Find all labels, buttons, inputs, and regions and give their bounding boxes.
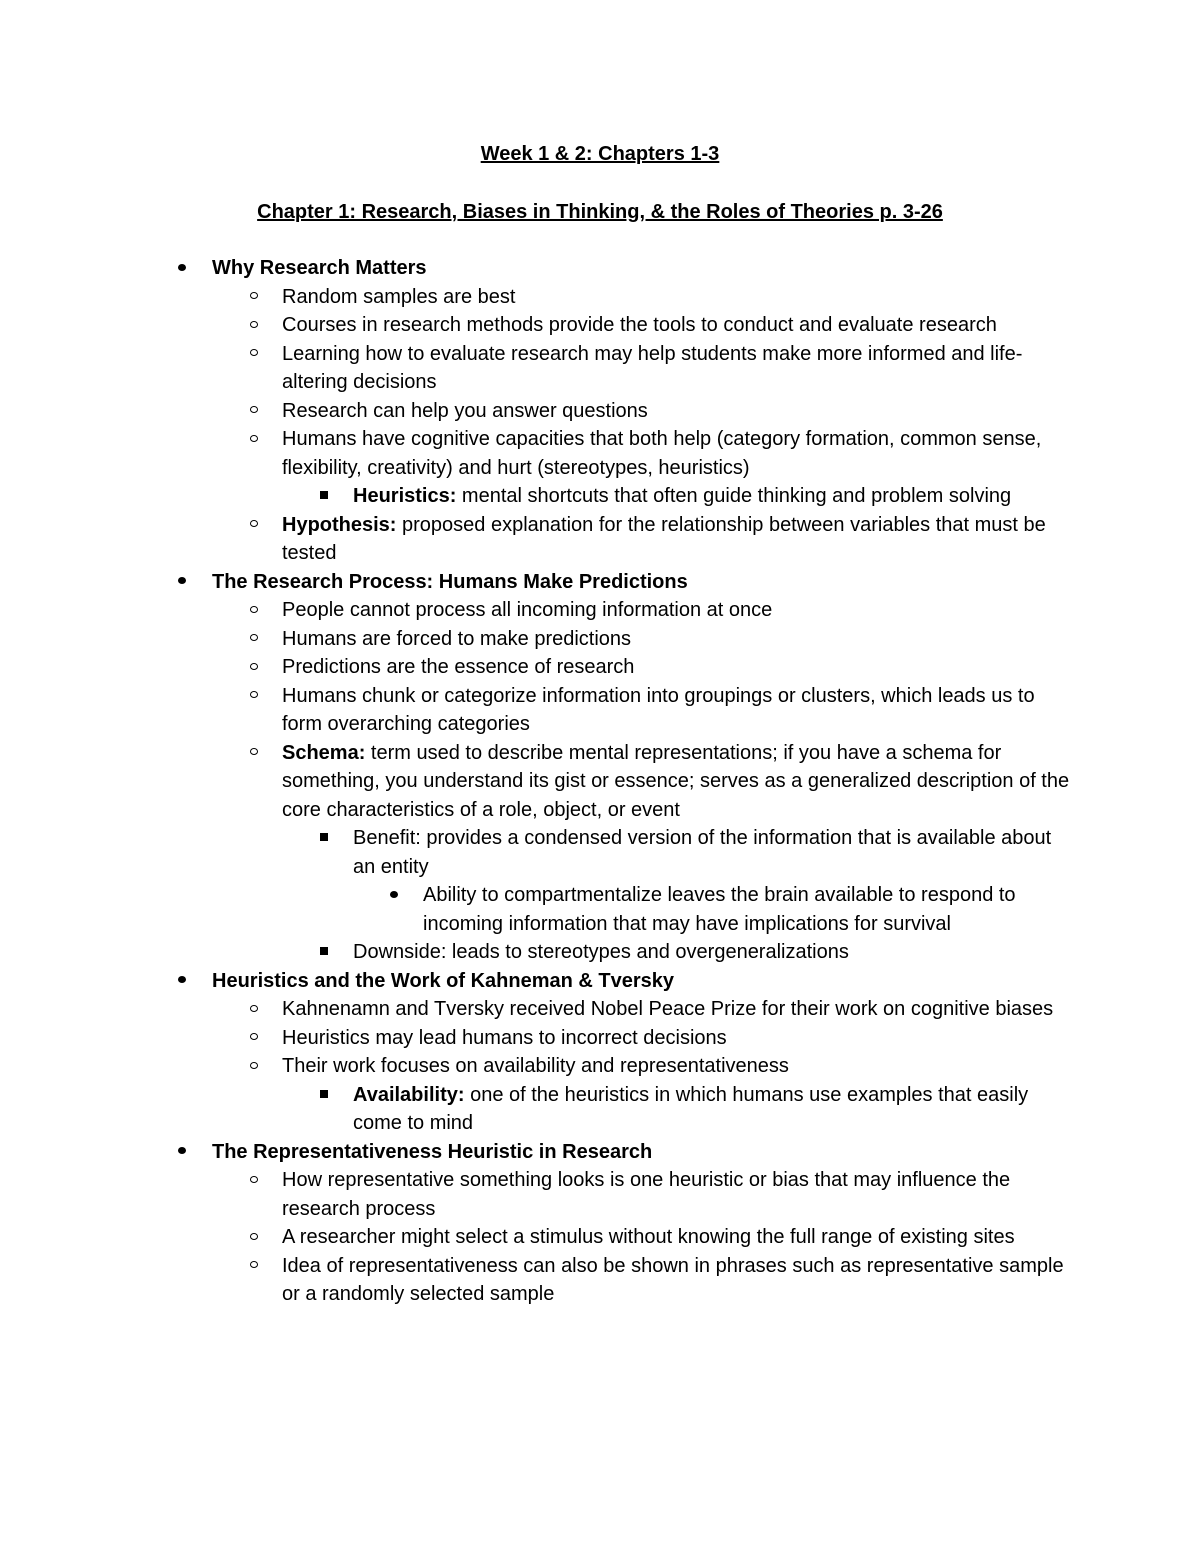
- list-item: Their work focuses on availability and representativeness: [0, 1052, 1072, 1081]
- section-heading: Heuristics and the Work of Kahneman & Tversky: [0, 967, 1062, 996]
- hollow-bullet-icon: [244, 596, 264, 625]
- square-bullet-icon: [314, 482, 334, 511]
- section-heading: Why Research Matters: [0, 254, 1062, 283]
- definition-availability: Availability: one of the heuristics in which humans use examples that easily come to mind: [0, 1081, 1073, 1138]
- hollow-bullet-icon: [244, 653, 264, 682]
- list-item: How representative something looks is one heuristic or bias that may influence the research process: [0, 1166, 1072, 1223]
- square-bullet-icon: [314, 824, 334, 853]
- list-item: A researcher might select a stimulus without knowing the full range of existing sites: [0, 1223, 1072, 1252]
- filled-bullet-icon: [172, 568, 192, 597]
- section-heading: The Representativeness Heuristic in Research: [0, 1138, 1062, 1167]
- hollow-bullet-icon: [244, 625, 264, 654]
- list-item: Research can help you answer questions: [0, 397, 1072, 426]
- list-item: Humans chunk or categorize information into groupings or clusters, which leads us to form overarching categories: [0, 682, 1072, 739]
- section-heading: The Research Process: Humans Make Predictions: [0, 568, 1062, 597]
- hollow-bullet-icon: [244, 311, 264, 340]
- hollow-bullet-icon: [244, 340, 264, 369]
- hollow-bullet-icon: [244, 397, 264, 426]
- hollow-bullet-icon: [244, 682, 264, 711]
- list-item: Random samples are best: [0, 283, 1072, 312]
- definition-heuristics: Heuristics: mental shortcuts that often guide thinking and problem solving: [0, 482, 1073, 511]
- hollow-bullet-icon: [244, 1024, 264, 1053]
- list-item: Predictions are the essence of research: [0, 653, 1072, 682]
- list-item: Humans are forced to make predictions: [0, 625, 1072, 654]
- filled-bullet-icon: [384, 881, 404, 910]
- chapter-title: Chapter 1: Research, Biases in Thinking, & the Roles of Theories p. 3-26: [257, 201, 943, 223]
- list-item: Courses in research methods provide the tools to conduct and evaluate research: [0, 311, 1072, 340]
- list-item: People cannot process all incoming information at once: [0, 596, 1072, 625]
- notes-content: [0, 254, 1200, 1309]
- hollow-bullet-icon: [244, 1252, 264, 1281]
- hollow-bullet-icon: [244, 283, 264, 312]
- hollow-bullet-icon: [244, 739, 264, 768]
- schema-benefit-detail: Ability to compartmentalize leaves the brain available to respond to incoming information that may have implications for survival: [0, 881, 1073, 938]
- filled-bullet-icon: [172, 1138, 192, 1167]
- list-item: Humans have cognitive capacities that both help (category formation, common sense, flexibility, creativity) and hurt (stereotypes, heuristics): [0, 425, 1072, 482]
- list-item: Idea of representativeness can also be shown in phrases such as representative sample or a randomly selected sample: [0, 1252, 1072, 1309]
- definition-schema: Schema: term used to describe mental representations; if you have a schema for something, you understand its gist or essence; serves as a generalized description of the core characteristics of a role, object, or event: [0, 739, 1072, 825]
- schema-benefit: Benefit: provides a condensed version of the information that is available about an entity: [0, 824, 1073, 881]
- square-bullet-icon: [314, 938, 334, 967]
- list-item: Learning how to evaluate research may help students make more informed and life-altering decisions: [0, 340, 1072, 397]
- hollow-bullet-icon: [244, 425, 264, 454]
- list-item: Heuristics may lead humans to incorrect decisions: [0, 1024, 1072, 1053]
- hollow-bullet-icon: [244, 1052, 264, 1081]
- document-title: Week 1 & 2: Chapters 1-3: [480, 143, 720, 165]
- definition-hypothesis: Hypothesis: proposed explanation for the relationship between variables that must be tested: [0, 511, 1072, 568]
- filled-bullet-icon: [172, 967, 192, 996]
- hollow-bullet-icon: [244, 1223, 264, 1252]
- list-item: Kahnenamn and Tversky received Nobel Peace Prize for their work on cognitive biases: [0, 995, 1072, 1024]
- hollow-bullet-icon: [244, 511, 264, 540]
- hollow-bullet-icon: [244, 1166, 264, 1195]
- schema-downside: Downside: leads to stereotypes and overgeneralizations: [0, 938, 1073, 967]
- filled-bullet-icon: [172, 254, 192, 283]
- hollow-bullet-icon: [244, 995, 264, 1024]
- square-bullet-icon: [314, 1081, 334, 1110]
